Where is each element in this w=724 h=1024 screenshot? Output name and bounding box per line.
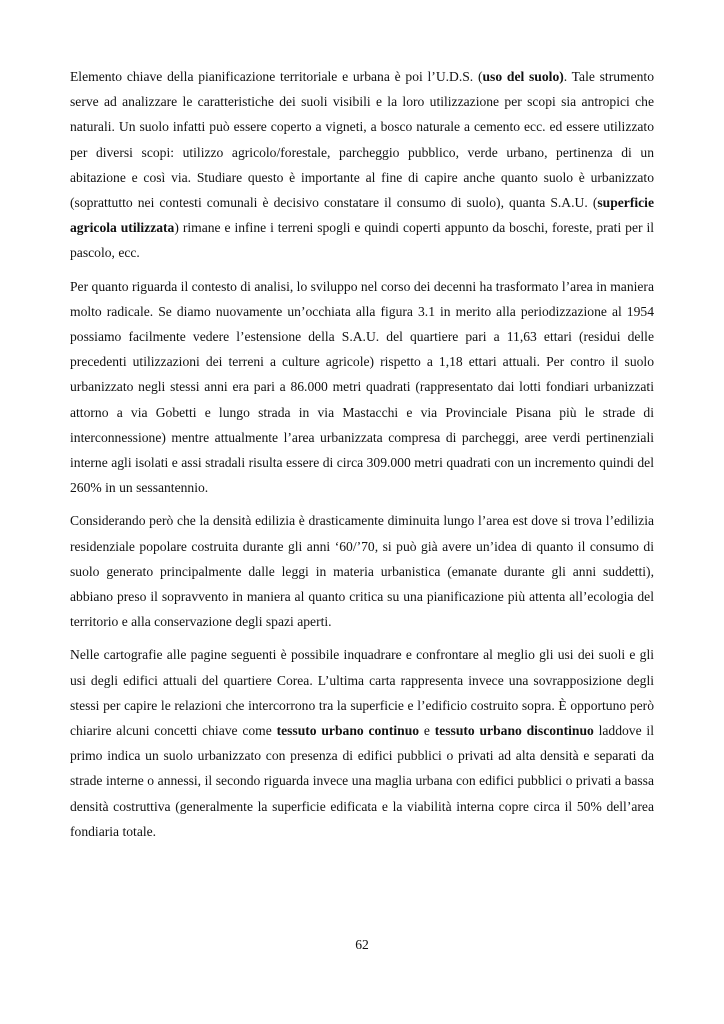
paragraph-cartografie [70, 642, 654, 844]
text-run: Per quanto riguarda il contesto di analisi, lo sviluppo nel corso dei decenni ha trasformato l’area in maniera molto radicale. Se diamo nuovamente un’occhiata alla figura 3.1 in merito alla periodizzazione al 1954 possiamo facilmente vedere l’estensione della S.A.U. del quartiere pari a 11,63 ettari (residui delle precedenti utilizzazioni dei terreni a culture agricole) rispetto a 1,18 ettari attuali. Per contro il suolo urbanizzato negli stessi anni era pari a 86.000 metri quadrati (rappresentato dai lotti fondiari urbanizzati attorno a via Gobetti e lungo strada in via Mastacchi e via Provinciale Pisana più le strade di interconnessione) mentre attualmente l’area urbanizzata compresa di parcheggi, aree verdi pertinenziali interne agli isolati e assi stradali risulta essere di circa 309.000 metri quadrati con un incremento quindi del 260% in un sessantennio. [70, 278, 654, 496]
paragraph-densita-edilizia [70, 508, 654, 634]
text-run: Elemento chiave della pianificazione territoriale e urbana è poi l’U.D.S. ( [70, 69, 483, 84]
bold-term-uso-del-suolo: uso del suolo) [482, 69, 564, 84]
page-number: 62 [355, 937, 369, 952]
body-text [70, 64, 654, 852]
paragraph-uds [70, 64, 654, 266]
text-run: e [419, 723, 435, 739]
text-run: ) rimane e infine i terreni spogli e quindi coperti appunto da boschi, foreste, prati per il pascolo, ecc. [70, 220, 655, 261]
bold-term-tessuto-continuo: tessuto urbano continuo [276, 723, 420, 739]
paragraph-contesto-analisi [70, 274, 654, 501]
bold-term-tessuto-discontinuo: tessuto urbano discontinuo [434, 723, 594, 739]
bold-term-sau: superficie agricola utilizzata [70, 195, 654, 236]
text-run: Considerando però che la densità edilizia è drasticamente diminuita lungo l’area est dove si trova l’edilizia residenziale popolare costruita durante gli anni ‘60/’70, si può già avere un’idea di quanto il consumo di suolo generato principalmente dalle leggi in materia urbanistica (emanate durante gli anni suddetti), abbiano preso il sopravvento in maniera al quanto critica su una pianificazione più attenta all’ecologia del territorio e alla conservazione degli spazi aperti. [70, 513, 654, 630]
text-run: laddove il primo indica un suolo urbanizzato con presenza di edifici pubblici o privati ad alta densità e separati da strade interne o annessi, il secondo riguarda invece una maglia urbana con edifici pubblici o privati a bassa densità costruttiva (generalmente la superficie edificata e la viabilità interna copre circa il 50% dell’area fondiaria totale. [70, 723, 654, 839]
text-run: Nelle cartografie alle pagine seguenti è possibile inquadrare e confrontare al meglio gli usi dei suoli e gli usi degli edifici attuali del quartiere Corea. L’ultima carta rappresenta invece una sovrapposizione degli stessi per capire le relazioni che intercorrono tra la superficie e l’edificio costruito sopra. È opportuno però chiarire alcuni concetti chiave come [70, 647, 654, 739]
text-run: . Tale strumento serve ad analizzare le caratteristiche dei suoli visibili e la loro utilizzazione per scopi sia antropici che naturali. Un suolo infatti può essere coperto a vigneti, a bosco naturale a cemento ecc. ed essere utilizzato per diversi scopi: utilizzo agricolo/forestale, parcheggio pubblico, verde urbano, pertinenza di un abitazione e così via. Studiare questo è importante al fine di capire anche quanto suolo è urbanizzato (soprattutto nei contesti comunali è decisivo constatare il consumo di suolo), quanta S.A.U. ( [70, 69, 655, 211]
